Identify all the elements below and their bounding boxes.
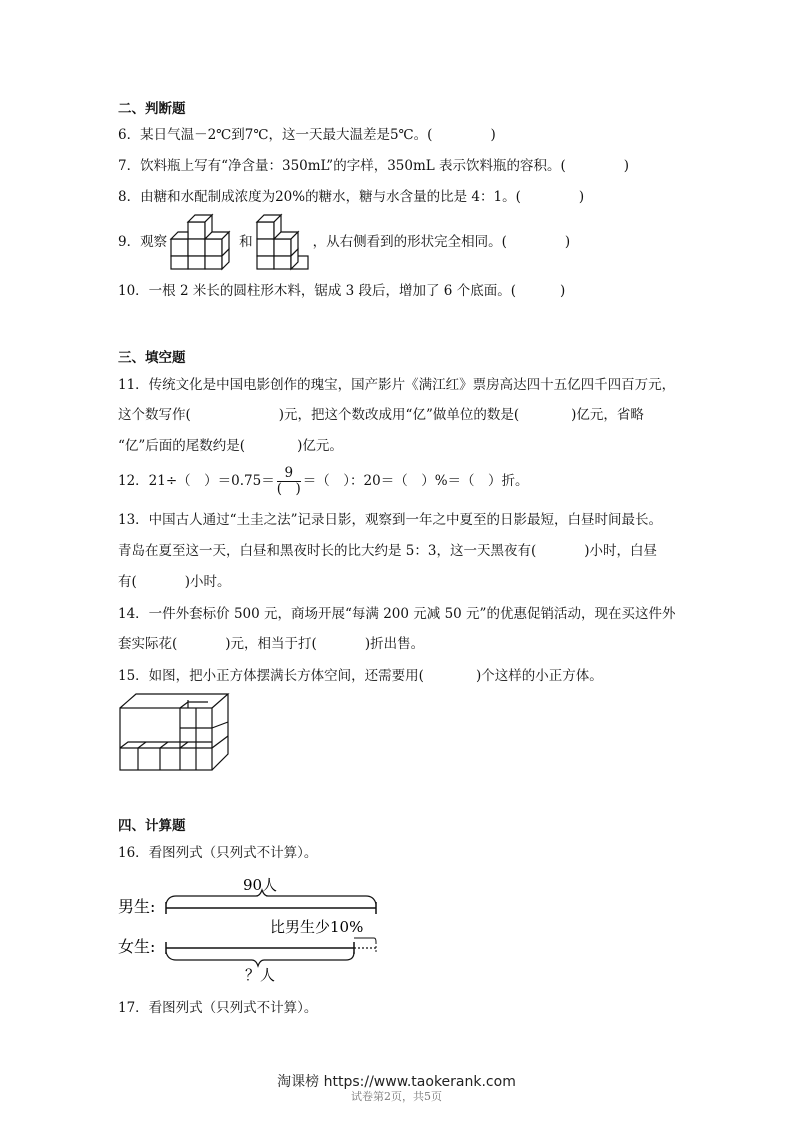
question-11-part-e: )亿元。: [297, 438, 343, 454]
question-6-text: 6．某日气温－2℃到7℃，这一天最大温差是5℃。(: [118, 127, 433, 143]
question-11-part-d: “亿”后面的尾数约是(: [118, 438, 246, 454]
question-13-line-1: 13．中国古人通过“土圭之法”记录日影，观察到一年之中夏至的日影最短，白昼时间最长。: [118, 512, 662, 528]
question-9-cube-figure-1: [168, 215, 242, 271]
fraction-denominator: ( ): [276, 481, 301, 497]
question-10: [118, 283, 565, 299]
girls-label: 女生:: [118, 937, 156, 956]
question-11-line-3: [118, 438, 343, 454]
question-9-mid: 和: [239, 234, 253, 250]
question-8: [118, 189, 584, 205]
question-13-line-2: [118, 543, 657, 559]
question-11-line-1: 11．传统文化是中国电影创作的瑰宝，国产影片《满江红》票房高达四十五亿四千四百万元，: [118, 377, 676, 393]
question-17: 17．看图列式（只列式不计算）。: [118, 1000, 318, 1016]
question-6: [118, 127, 496, 143]
question-15-cuboid-figure: [118, 692, 234, 774]
question-9-close: ): [564, 234, 571, 250]
question-8-close: ): [578, 189, 585, 205]
question-13-line-3: [118, 574, 231, 590]
question-12-fraction: [277, 466, 301, 497]
question-14-line-1: 14．一件外套标价 500 元，商场开展“每满 200 元减 50 元”的优惠促销活动，现在买这件外: [118, 606, 676, 622]
question-6-close: ): [490, 127, 496, 143]
question-11-part-b: )元，把这个数改成用“亿”做单位的数是(: [278, 407, 520, 423]
question-13-part-c: 有(: [118, 574, 137, 590]
fraction-numerator: 9: [277, 466, 301, 482]
question-15-part-b: )个这样的小正方体。: [475, 668, 603, 684]
question-14-part-b: )元，相当于打(: [225, 636, 317, 652]
question-14-part-c: )折出售。: [364, 636, 425, 652]
question-16: 16．看图列式（只列式不计算）。: [118, 845, 318, 861]
question-13-part-b: )小时，白昼: [584, 543, 658, 559]
question-9-post: ，从右侧看到的形状完全相同。(: [312, 234, 507, 250]
question-12: [118, 465, 529, 497]
section-heading-calc: 四、计算题: [118, 818, 186, 834]
less-label: 比男生少10%: [270, 918, 364, 936]
total-label: 90人: [242, 876, 278, 894]
section-heading-judge: 二、判断题: [118, 101, 186, 117]
question-11-line-2: [118, 407, 644, 423]
question-9-cube-figure-2: [254, 215, 312, 271]
page-number: 试卷第2页，共5页: [351, 1090, 442, 1103]
question-8-text: 8．由糖和水配制成浓度为20%的糖水，糖与水含量的比是 4：1。(: [118, 189, 521, 205]
question-11-part-c: )亿元，省略: [571, 407, 644, 423]
section-heading-fill: 三、填空题: [118, 350, 186, 366]
question-15: [118, 668, 603, 684]
unknown-label: ？人: [244, 966, 276, 984]
question-12-part-b: ＝（ ）：20＝（ ）%＝（ ）折。: [302, 473, 529, 489]
question-9-pre: 9．观察: [118, 234, 168, 250]
question-10-text: 10．一根 2 米长的圆柱形木料，锯成 3 段后，增加了 6 个底面。(: [118, 283, 516, 299]
question-16-segment-diagram: [118, 872, 388, 992]
question-14-line-2: [118, 636, 424, 652]
question-14-part-a: 套实际花(: [118, 636, 178, 652]
question-7: [118, 158, 629, 174]
question-11-part-a: 这个数写作(: [118, 407, 191, 423]
question-7-close: ): [623, 158, 630, 174]
watermark-text: 淘课榜 https://www.taokerank.com: [277, 1074, 516, 1090]
question-13-part-a: 青岛在夏至这一天，白昼和黑夜时长的比大约是 5：3，这一天黑夜有(: [118, 543, 537, 559]
question-10-close: ): [559, 283, 566, 299]
question-12-part-a: 12．21÷（ ）＝0.75＝: [118, 473, 275, 489]
question-7-text: 7．饮料瓶上写有“净含量：350mL”的字样，350mL 表示饮料瓶的容积。(: [118, 158, 566, 174]
question-15-part-a: 15．如图，把小正方体摆满长方体空间，还需要用(: [118, 668, 424, 684]
boys-label: 男生:: [118, 897, 156, 916]
question-13-part-d: )小时。: [184, 574, 231, 590]
